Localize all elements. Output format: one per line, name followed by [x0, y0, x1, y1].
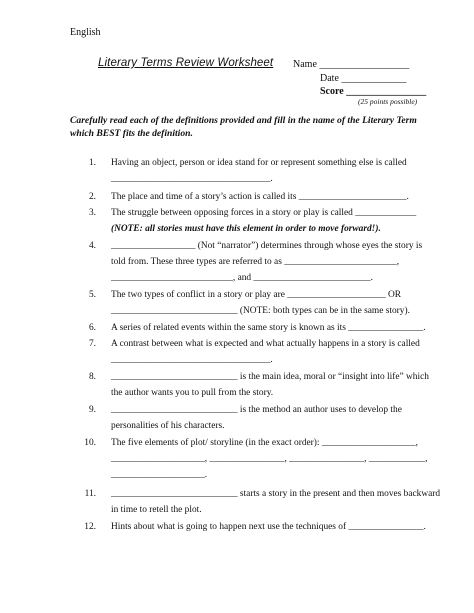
- question-text: The struggle between opposing forces in a story or play is called _____________: [111, 208, 417, 218]
- question-text: the author wants you to pull from the story.: [111, 388, 274, 398]
- question-text: in time to retell the plot.: [111, 505, 202, 515]
- name-field[interactable]: Name __________________: [293, 59, 410, 70]
- question-number: 12.: [84, 522, 96, 532]
- question-text: The five elements of plot/ storyline (in the exact order): ____________________,: [111, 438, 418, 448]
- question-number: 7.: [88, 339, 96, 349]
- question-text: told from. These three types are referred to as ________________________,: [111, 257, 400, 267]
- question-number: 2.: [88, 192, 96, 202]
- worksheet-title: Literary Terms Review Worksheet: [98, 57, 274, 69]
- instructions: Carefully read each of the definitions provided and fill in the name of the Literary Term which BEST fits the definition.: [70, 115, 417, 139]
- answer-line[interactable]: __________________________, and _________________________.: [111, 273, 373, 283]
- question-text: ___________________________ is the method an author uses to develop the: [111, 405, 402, 415]
- score-field[interactable]: Score ________________: [320, 86, 427, 97]
- question-text: A contrast between what is expected and what actually happens in a story is called: [111, 339, 420, 349]
- note-text: (NOTE: all stories must have this element in order to move forward!).: [111, 224, 381, 234]
- question-number: 3.: [88, 208, 96, 218]
- question-number: 5.: [88, 290, 96, 300]
- points-note: (25 points possible): [358, 97, 418, 106]
- date-field[interactable]: Date _____________: [320, 73, 407, 84]
- answer-line[interactable]: __________________________________.: [111, 355, 273, 365]
- question-number: 10.: [84, 438, 96, 448]
- question-number: 4.: [88, 241, 96, 251]
- question-text: A series of related events within the same story is known as its ________________.: [111, 323, 426, 333]
- question-number: 9.: [88, 405, 96, 415]
- answer-line[interactable]: ____________________.: [111, 470, 208, 480]
- question-number: 8.: [88, 372, 96, 382]
- subject-label: English: [70, 27, 101, 38]
- question-text: The two types of conflict in a story or play are _____________________ OR: [111, 290, 402, 300]
- answer-line[interactable]: __________________________________.: [111, 174, 273, 184]
- question-text: __________________ (Not “narrator”) determines through whose eyes the story is: [111, 241, 423, 251]
- answer-line[interactable]: ____________________, ________________, ________________, ____________,: [111, 454, 428, 464]
- question-number: 6.: [88, 323, 96, 333]
- question-text: Hints about what is going to happen next use the techniques of ________________.: [111, 522, 426, 532]
- question-text: Having an object, person or idea stand for or represent something else is called: [111, 158, 407, 168]
- answer-line[interactable]: ___________________________ (NOTE: both types can be in the same story).: [111, 306, 410, 316]
- question-text: personalities of his characters.: [111, 421, 225, 431]
- question-number: 11.: [84, 489, 96, 499]
- question-number: 1.: [88, 158, 96, 168]
- question-text: ___________________________ starts a story in the present and then moves backward: [111, 489, 441, 499]
- question-text: The place and time of a story’s action is called its _______________________.: [111, 192, 409, 202]
- question-text: ___________________________ is the main idea, moral or “insight into life” which: [111, 372, 429, 382]
